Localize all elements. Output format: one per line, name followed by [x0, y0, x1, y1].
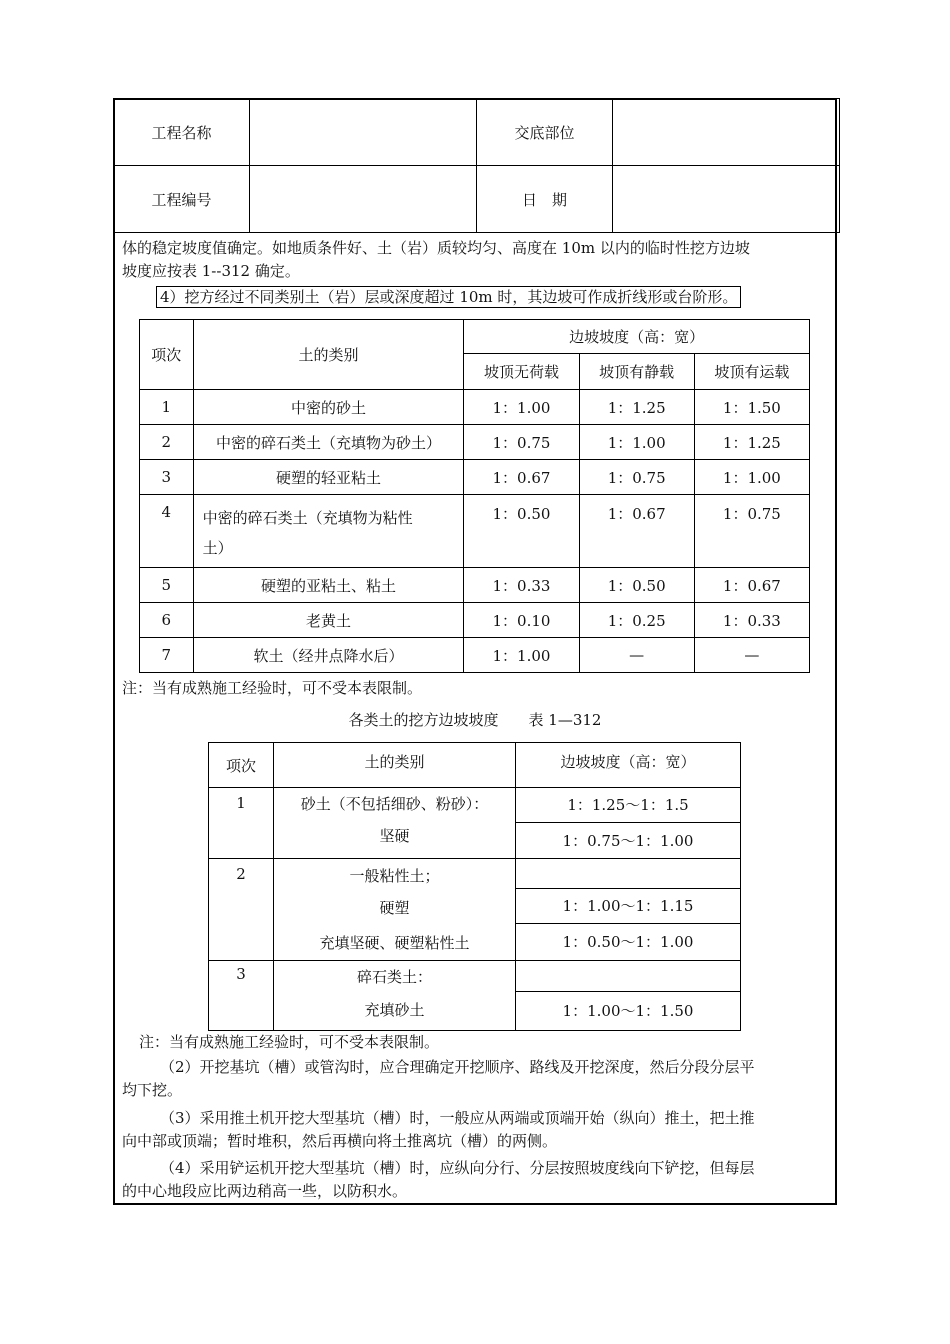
- row-value: 1：0.67: [694, 568, 809, 603]
- t2-g3-no: 3: [209, 961, 274, 1031]
- slope-table-2: [208, 742, 741, 1031]
- row-type-line: 土）: [202, 539, 233, 557]
- table1-note: 注：当有成熟施工经验时，可不受本表限制。: [122, 679, 423, 697]
- t2-g3-type: [274, 961, 516, 1031]
- project-no-value: [250, 166, 477, 233]
- row-value: 1：1.00: [464, 390, 579, 425]
- row-no: 1: [140, 390, 194, 425]
- para-3-line-1: （3）采用推土机开挖大型基坑（槽）时，一般应从两端或顶端开始（纵向）推土，把土推: [160, 1109, 755, 1127]
- table-row: [140, 495, 810, 568]
- row-value: 1：1.25: [579, 390, 694, 425]
- disclosure-part-label: 交底部位: [477, 99, 613, 166]
- row-type: 硬塑的亚粘土、粘土: [193, 568, 464, 603]
- row-value: 1：1.00: [694, 460, 809, 495]
- t2-g2-type: [274, 859, 516, 961]
- project-no-label: 工程编号: [114, 166, 250, 233]
- t2-g3-type-line: 碎石类土：: [356, 968, 432, 986]
- t2-g1-type-line: 坚硬: [379, 827, 410, 845]
- t2-g2-type-line: 硬塑: [379, 899, 410, 917]
- table-row: [140, 425, 810, 460]
- intro-line-2: 坡度应按表 1--312 确定。: [122, 262, 300, 280]
- table2-title: 各类土的挖方边坡坡度 表 1—312: [348, 711, 602, 729]
- row-value: 1：0.75: [579, 460, 694, 495]
- t2-g1-no: 1: [209, 788, 274, 859]
- slope-table-1: [139, 319, 810, 673]
- boxed-note: 4）挖方经过不同类别土（岩）层或深度超过 10m 时，其边坡可作成折线形或台阶形。: [156, 286, 741, 308]
- row-value: 1：1.00: [464, 638, 579, 673]
- t2-g1-type-line: 砂土（不包括细砂、粉砂）：: [300, 795, 489, 813]
- row-type-line: 中密的碎石类土（充填物为粘性: [202, 509, 413, 527]
- t2-col-no: 项次: [209, 743, 274, 788]
- row-value: 1：0.33: [464, 568, 579, 603]
- row-type: 中密的砂土: [193, 390, 464, 425]
- row-value: 1：1.50: [694, 390, 809, 425]
- row-type: 中密的碎石类土（充填物为砂土）: [193, 425, 464, 460]
- row-value: —: [579, 638, 694, 673]
- row-type: 老黄土: [193, 603, 464, 638]
- row-no: 4: [140, 495, 194, 568]
- row-type: 硬塑的轻亚粘土: [193, 460, 464, 495]
- t2-col-slope: 边坡坡度（高：宽）: [516, 743, 741, 788]
- t2-g1-slope-b: 1：0.75～1：1.00: [516, 822, 741, 858]
- date-value: [613, 166, 840, 233]
- disclosure-part-value: [613, 99, 840, 166]
- para-2-line-1: （2）开挖基坑（槽）或管沟时，应合理确定开挖顺序、路线及开挖深度，然后分段分层平: [160, 1058, 755, 1076]
- row-type: [193, 495, 464, 568]
- row-value: 1：1.25: [694, 425, 809, 460]
- para-4-line-1: （4）采用铲运机开挖大型基坑（槽）时，应纵向分行、分层按照坡度线向下铲挖，但每层: [160, 1159, 755, 1177]
- intro-line-1: 体的稳定坡度值确定。如地质条件好、土（岩）质较均匀、高度在 10m 以内的临时性挖方边坡: [122, 239, 750, 257]
- t2-g1-type: [274, 788, 516, 859]
- row-value: 1：0.67: [464, 460, 579, 495]
- t2-g2-type-line: 充填坚硬、硬塑粘性土: [319, 934, 470, 952]
- t1-col-no: 项次: [140, 320, 194, 390]
- row-value: 1：0.50: [464, 495, 579, 568]
- t2-g2-type-line: 一般粘性土；: [349, 867, 440, 885]
- t2-g1-slope-a: 1：1.25～1：1.5: [516, 788, 741, 823]
- row-value: 1：0.67: [579, 495, 694, 568]
- t2-g2-slope-a: [516, 859, 741, 889]
- row-no: 6: [140, 603, 194, 638]
- row-value: 1：0.50: [579, 568, 694, 603]
- t2-g2-slope-b: 1：1.00～1：1.15: [516, 889, 741, 923]
- date-label: 日 期: [477, 166, 613, 233]
- row-no: 7: [140, 638, 194, 673]
- row-type: 软土（经井点降水后）: [193, 638, 464, 673]
- t2-g3-slope-b: 1：1.00～1：1.50: [516, 991, 741, 1030]
- t1-col-type: 土的类别: [193, 320, 464, 390]
- t1-sub-col: 坡顶有静载: [579, 354, 694, 390]
- table-row: [140, 603, 810, 638]
- t1-sub-col: 坡顶有运载: [694, 354, 809, 390]
- row-value: 1：1.00: [579, 425, 694, 460]
- row-value: —: [694, 638, 809, 673]
- row-no: 3: [140, 460, 194, 495]
- table-row: [140, 390, 810, 425]
- row-value: 1：0.75: [464, 425, 579, 460]
- t1-sub-col: 坡顶无荷载: [464, 354, 579, 390]
- table-row: [140, 568, 810, 603]
- t1-col-slope: 边坡坡度（高：宽）: [464, 320, 810, 354]
- table2-note: 注：当有成熟施工经验时，可不受本表限制。: [139, 1033, 440, 1051]
- project-name-value: [250, 99, 477, 166]
- t2-g3-type-line: 充填砂土: [364, 1001, 425, 1019]
- para-2-line-2: 均下挖。: [122, 1081, 183, 1099]
- row-no: 2: [140, 425, 194, 460]
- row-value: 1：0.25: [579, 603, 694, 638]
- table-row: [140, 638, 810, 673]
- para-3-line-2: 向中部或顶端；暂时堆积，然后再横向将土推离坑（槽）的两侧。: [122, 1132, 558, 1150]
- para-4-line-2: 的中心地段应比两边稍高一些，以防积水。: [122, 1182, 408, 1200]
- header-table: [113, 98, 840, 233]
- t2-g2-slope-c: 1：0.50～1：1.00: [516, 923, 741, 960]
- project-name-label: 工程名称: [114, 99, 250, 166]
- t2-col-type: 土的类别: [274, 743, 516, 788]
- row-value: 1：0.75: [694, 495, 809, 568]
- t2-g2-no: 2: [209, 859, 274, 961]
- row-value: 1：0.33: [694, 603, 809, 638]
- t2-g3-slope-a: [516, 961, 741, 992]
- table-row: [140, 460, 810, 495]
- row-value: 1：0.10: [464, 603, 579, 638]
- row-no: 5: [140, 568, 194, 603]
